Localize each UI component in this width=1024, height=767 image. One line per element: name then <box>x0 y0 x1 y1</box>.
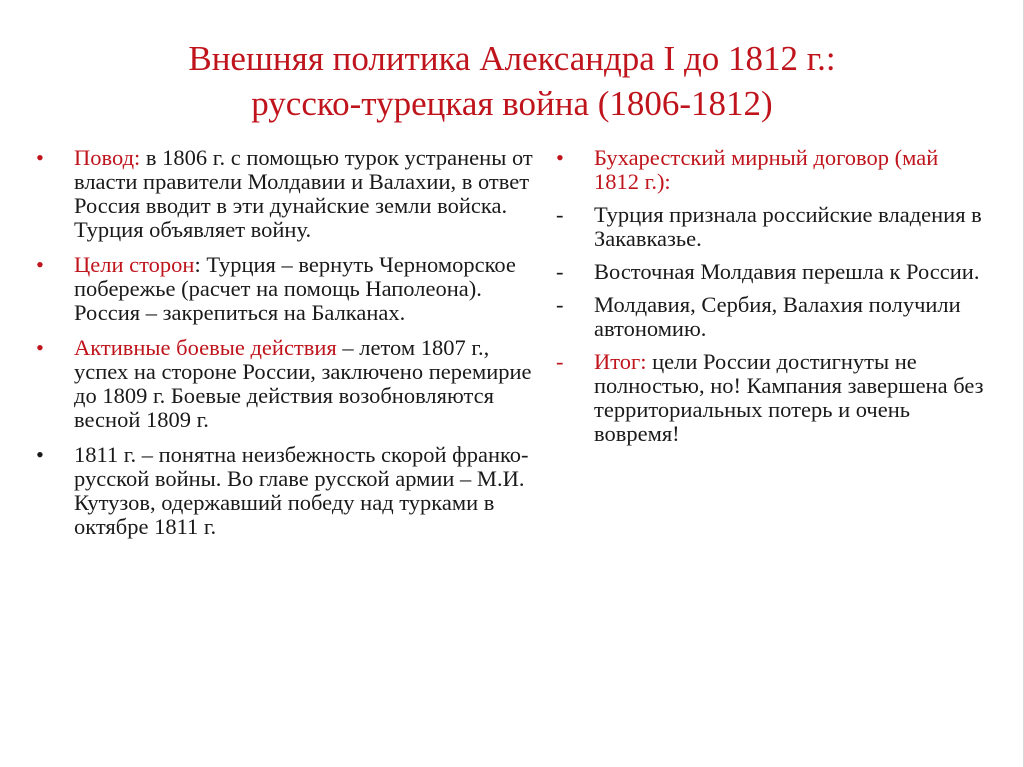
slide-title-line-1: Внешняя политика Александра I до 1812 г.: <box>188 39 836 78</box>
item-text: в 1806 г. с помощью турок устранены от власти правители Молдавии и Валахии, в ответ Россия вводит в эти дунайские земли войска. Турция объявляет войну. <box>74 145 533 242</box>
dash-marker: - <box>556 292 564 317</box>
item-text: Восточная Молдавия перешла к России. <box>594 259 980 284</box>
item-highlight: Итог: <box>594 349 647 374</box>
item-text: Молдавия, Сербия, Валахия получили автономию. <box>594 292 961 341</box>
slide-title <box>60 36 964 126</box>
item-text: : Турция – вернуть Черноморское побережье (расчет на помощь Наполеона). Россия – закрепиться на Балканах. <box>74 252 516 325</box>
list-item <box>556 260 986 284</box>
bullet-marker: • <box>36 252 44 277</box>
list-item <box>556 146 986 194</box>
bullet-marker: • <box>36 145 44 170</box>
item-highlight: Бухарестский мирный договор (май 1812 г.): <box>594 145 939 194</box>
left-column <box>36 146 536 550</box>
list-item <box>36 443 536 539</box>
dash-marker: - <box>556 259 564 284</box>
list-item <box>36 336 536 432</box>
item-text: Турция признала российские владения в Закавказье. <box>594 202 982 251</box>
list-item <box>556 350 986 446</box>
list-item <box>36 146 536 242</box>
list-item <box>36 253 536 325</box>
bullet-marker: • <box>556 145 564 170</box>
item-text: – летом 1807 г., успех на стороне России, заключено перемирие до 1809 г. Боевые действия возобновляются весной 1809 г. <box>74 335 532 432</box>
bullet-marker: • <box>36 442 44 467</box>
dash-marker: - <box>556 349 564 374</box>
item-highlight: Активные боевые действия <box>74 335 337 360</box>
item-text: 1811 г. – понятна неизбежность скорой франко-русской войны. Во главе русской армии – М.И. Кутузов, одержавший победу над турками в октябре 1811 г. <box>74 442 529 539</box>
slide-title-line-2: русско-турецкая война (1806-1812) <box>251 84 773 123</box>
right-column <box>556 146 986 455</box>
list-item <box>556 203 986 251</box>
list-item <box>556 293 986 341</box>
item-highlight: Повод: <box>74 145 141 170</box>
dash-marker: - <box>556 202 564 227</box>
item-highlight: Цели сторон <box>74 252 195 277</box>
item-text: цели России достигнуты не полностью, но! Кампания завершена без территориальных потерь и очень вовремя! <box>594 349 984 446</box>
bullet-marker: • <box>36 335 44 360</box>
